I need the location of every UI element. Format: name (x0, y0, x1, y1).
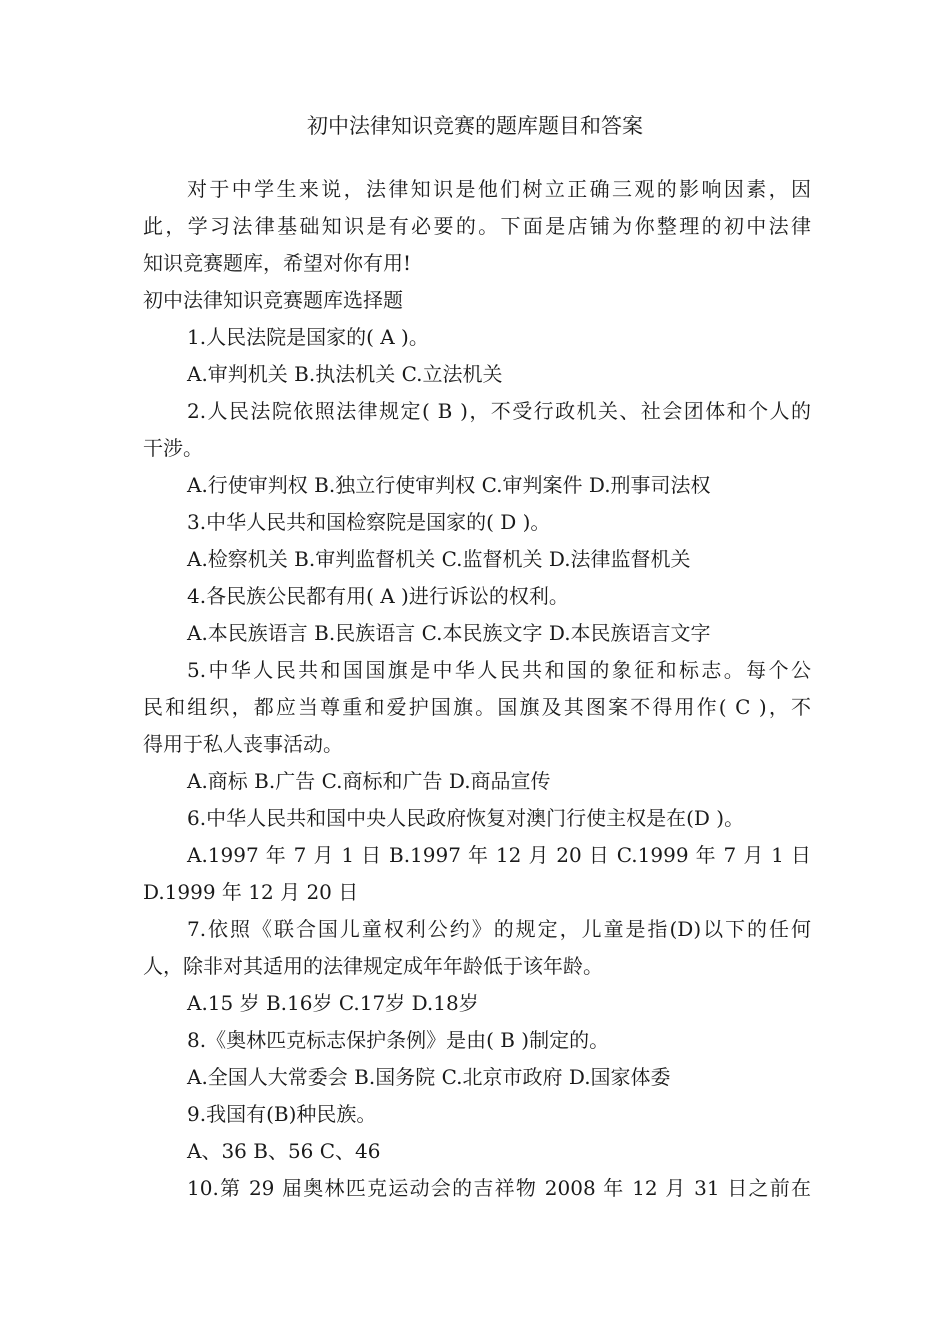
question-2-line-2: 干涉。 (143, 436, 203, 460)
intro-line-3: 知识竞赛题库，希望对你有用! (143, 251, 412, 275)
question-3: 3.中华人民共和国检察院是国家的( D )。 (187, 510, 551, 534)
question-10-line-1: 10.第 29 届奥林匹克运动会的吉祥物 2008 年 12 月 31 日之前在 (187, 1176, 811, 1200)
section-heading: 初中法律知识竞赛题库选择题 (143, 288, 403, 312)
document-title: 初中法律知识竞赛的题库题目和答案 (307, 114, 643, 138)
question-7-line-1: 7.依照《联合国儿童权利公约》的规定，儿童是指(D)以下的任何 (187, 917, 811, 941)
intro-line-1: 对于中学生来说，法律知识是他们树立正确三观的影响因素，因 (187, 177, 811, 201)
options-5: A.商标 B.广告 C.商标和广告 D.商品宣传 (187, 769, 551, 793)
question-2-line-1: 2.人民法院依照法律规定( B )，不受行政机关、社会团体和个人的 (187, 399, 811, 423)
question-1: 1.人民法院是国家的( A )。 (187, 325, 429, 349)
options-6-line-1: A.1997 年 7 月 1 日 B.1997 年 12 月 20 日 C.1999 年 7 月 1 日 (187, 843, 811, 867)
intro-line-2: 此，学习法律基础知识是有必要的。下面是店铺为你整理的初中法律 (143, 214, 811, 238)
question-6: 6.中华人民共和国中央人民政府恢复对澳门行使主权是在(D )。 (187, 806, 745, 830)
question-7-line-2: 人，除非对其适用的法律规定成年年龄低于该年龄。 (143, 954, 603, 978)
question-9: 9.我国有(B)种民族。 (187, 1102, 377, 1126)
question-5-line-2: 民和组织，都应当尊重和爱护国旗。国旗及其图案不得用作( C )，不 (143, 695, 811, 719)
options-2: A.行使审判权 B.独立行使审判权 C.审判案件 D.刑事司法权 (187, 473, 711, 497)
question-5-line-1: 5.中华人民共和国国旗是中华人民共和国的象征和标志。每个公 (187, 658, 811, 682)
question-8: 8.《奥林匹克标志保护条例》是由( B )制定的。 (187, 1028, 610, 1052)
options-8: A.全国人大常委会 B.国务院 C.北京市政府 D.国家体委 (187, 1065, 671, 1089)
question-4: 4.各民族公民都有用( A )进行诉讼的权利。 (187, 584, 569, 608)
question-5-line-3: 得用于私人丧事活动。 (143, 732, 343, 756)
options-9: A、36 B、56 C、46 (187, 1139, 381, 1163)
options-4: A.本民族语言 B.民族语言 C.本民族文字 D.本民族语言文字 (187, 621, 711, 645)
options-6-line-2: D.1999 年 12 月 20 日 (143, 880, 359, 904)
options-1: A.审判机关 B.执法机关 C.立法机关 (187, 362, 503, 386)
options-7: A.15 岁 B.16岁 C.17岁 D.18岁 (187, 991, 479, 1015)
options-3: A.检察机关 B.审判监督机关 C.监督机关 D.法律监督机关 (187, 547, 691, 571)
